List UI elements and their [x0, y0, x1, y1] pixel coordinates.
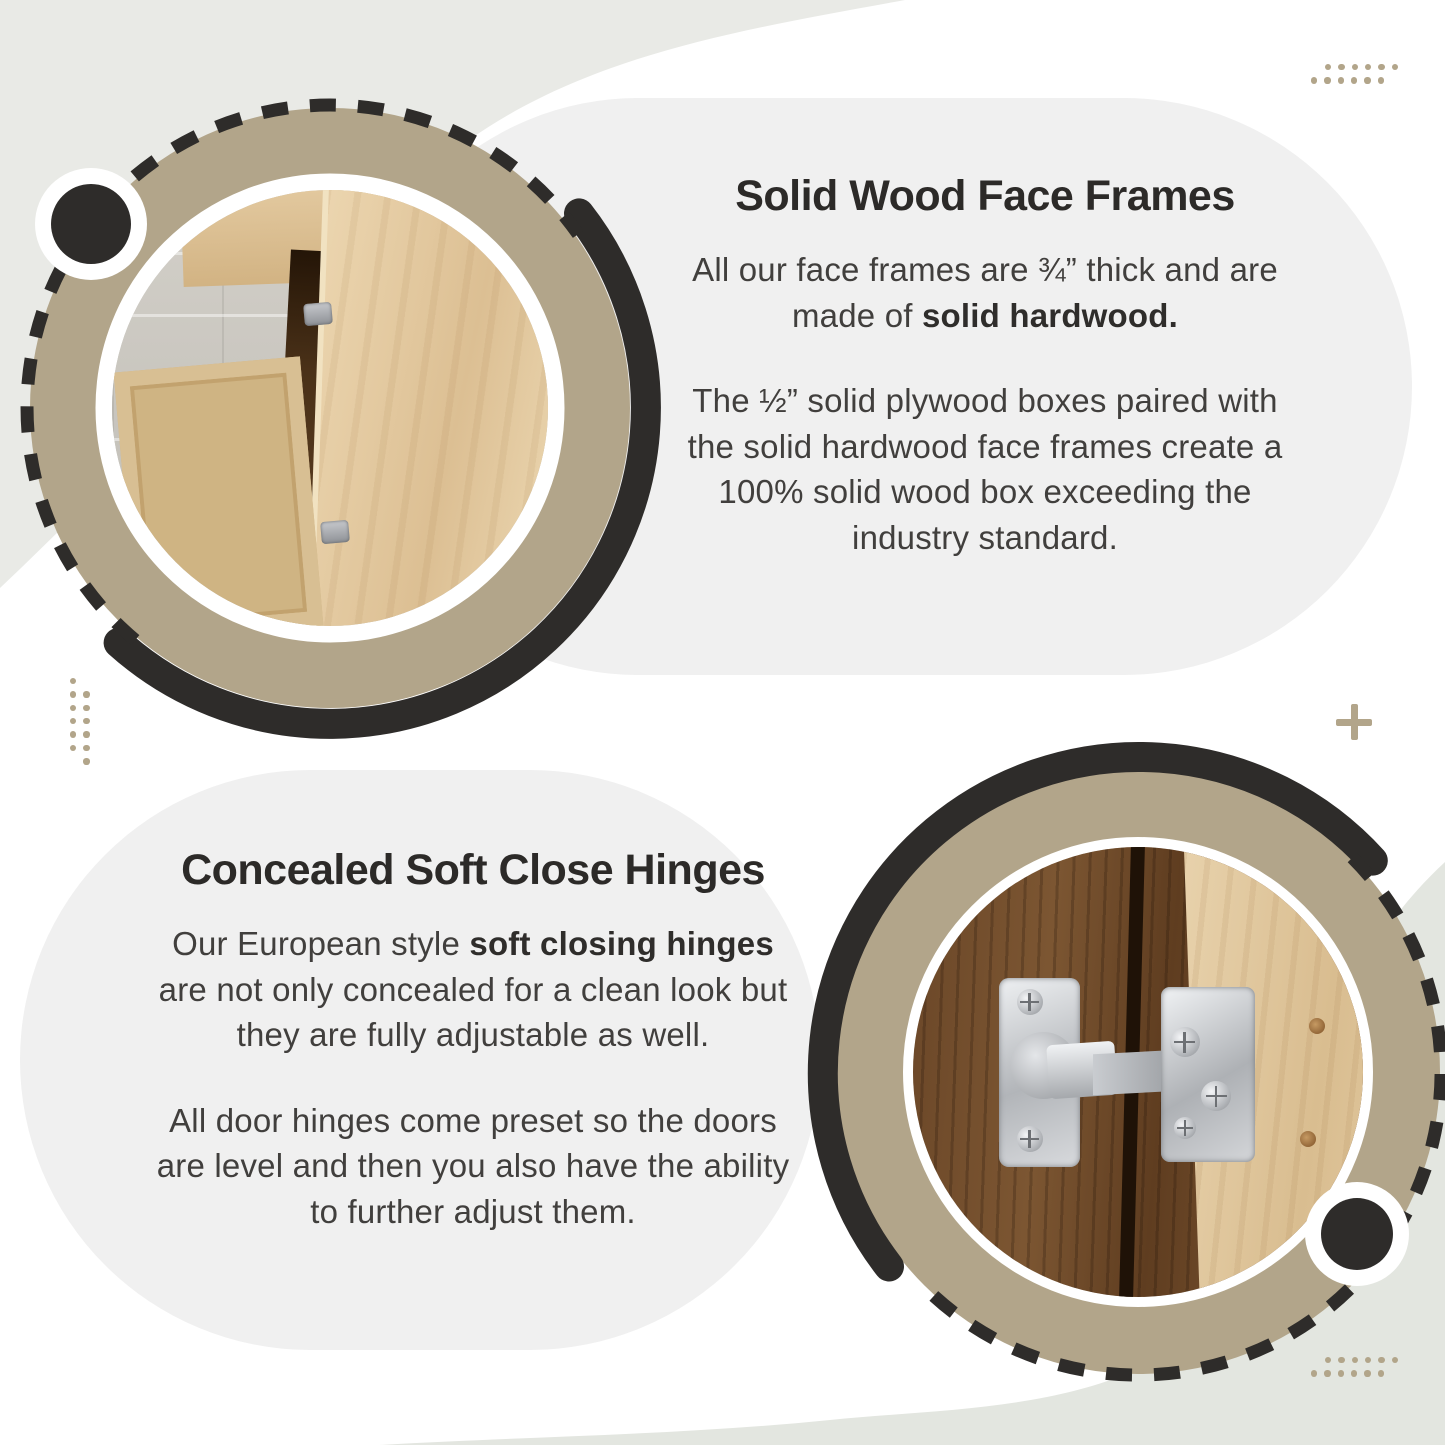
shelf-pin-hole-icon: [1300, 1131, 1316, 1147]
section-paragraph: All door hinges come preset so the doors are level and then you also have the ability to further adjust them.: [156, 1101, 790, 1230]
screw-icon: [1017, 989, 1043, 1015]
section-paragraph: All our face frames are ¾” thick and are made of solid hardwood.: [692, 251, 1278, 334]
decor-dot: [1378, 64, 1384, 70]
door-hinge-lower-icon: [320, 520, 350, 544]
screw-icon: [1201, 1081, 1231, 1111]
screw-icon: [1174, 1117, 1196, 1139]
accent-dot-top: [51, 184, 131, 264]
section-face-frames: [685, 172, 1285, 600]
hinge-photo: [913, 847, 1363, 1297]
cabinet-door: [114, 357, 324, 626]
screw-icon: [1170, 1027, 1200, 1057]
section-paragraph: The ½” solid plywood boxes paired with the solid hardwood face frames create a 100% solid wood box exceeding the industry standard.: [687, 382, 1283, 556]
decor-dot: [1352, 64, 1358, 70]
section-title: Solid Wood Face Frames: [735, 172, 1235, 220]
decor-dot: [1338, 64, 1344, 70]
decor-dot: [1378, 77, 1384, 83]
shelf-pin-hole-icon: [1309, 1018, 1325, 1034]
decor-dot: [1338, 77, 1344, 83]
section-paragraph: Our European style soft closing hinges are not only concealed for a clean look but they are fully adjustable as well.: [158, 925, 788, 1054]
cabinet-side-panel: [312, 190, 548, 626]
decor-dot: [1351, 77, 1357, 83]
cabinet-photo: [112, 190, 548, 626]
decor-dot: [1324, 77, 1330, 83]
hinge-mount-block: [1161, 987, 1256, 1163]
section-title: Concealed Soft Close Hinges: [181, 846, 765, 894]
accent-dot-bottom: [1321, 1198, 1393, 1270]
section-hinges: [148, 846, 798, 1274]
decor-dot: [1364, 77, 1370, 83]
decor-dot: [1311, 77, 1317, 83]
door-hinge-upper-icon: [303, 302, 333, 326]
screw-icon: [1017, 1126, 1043, 1152]
